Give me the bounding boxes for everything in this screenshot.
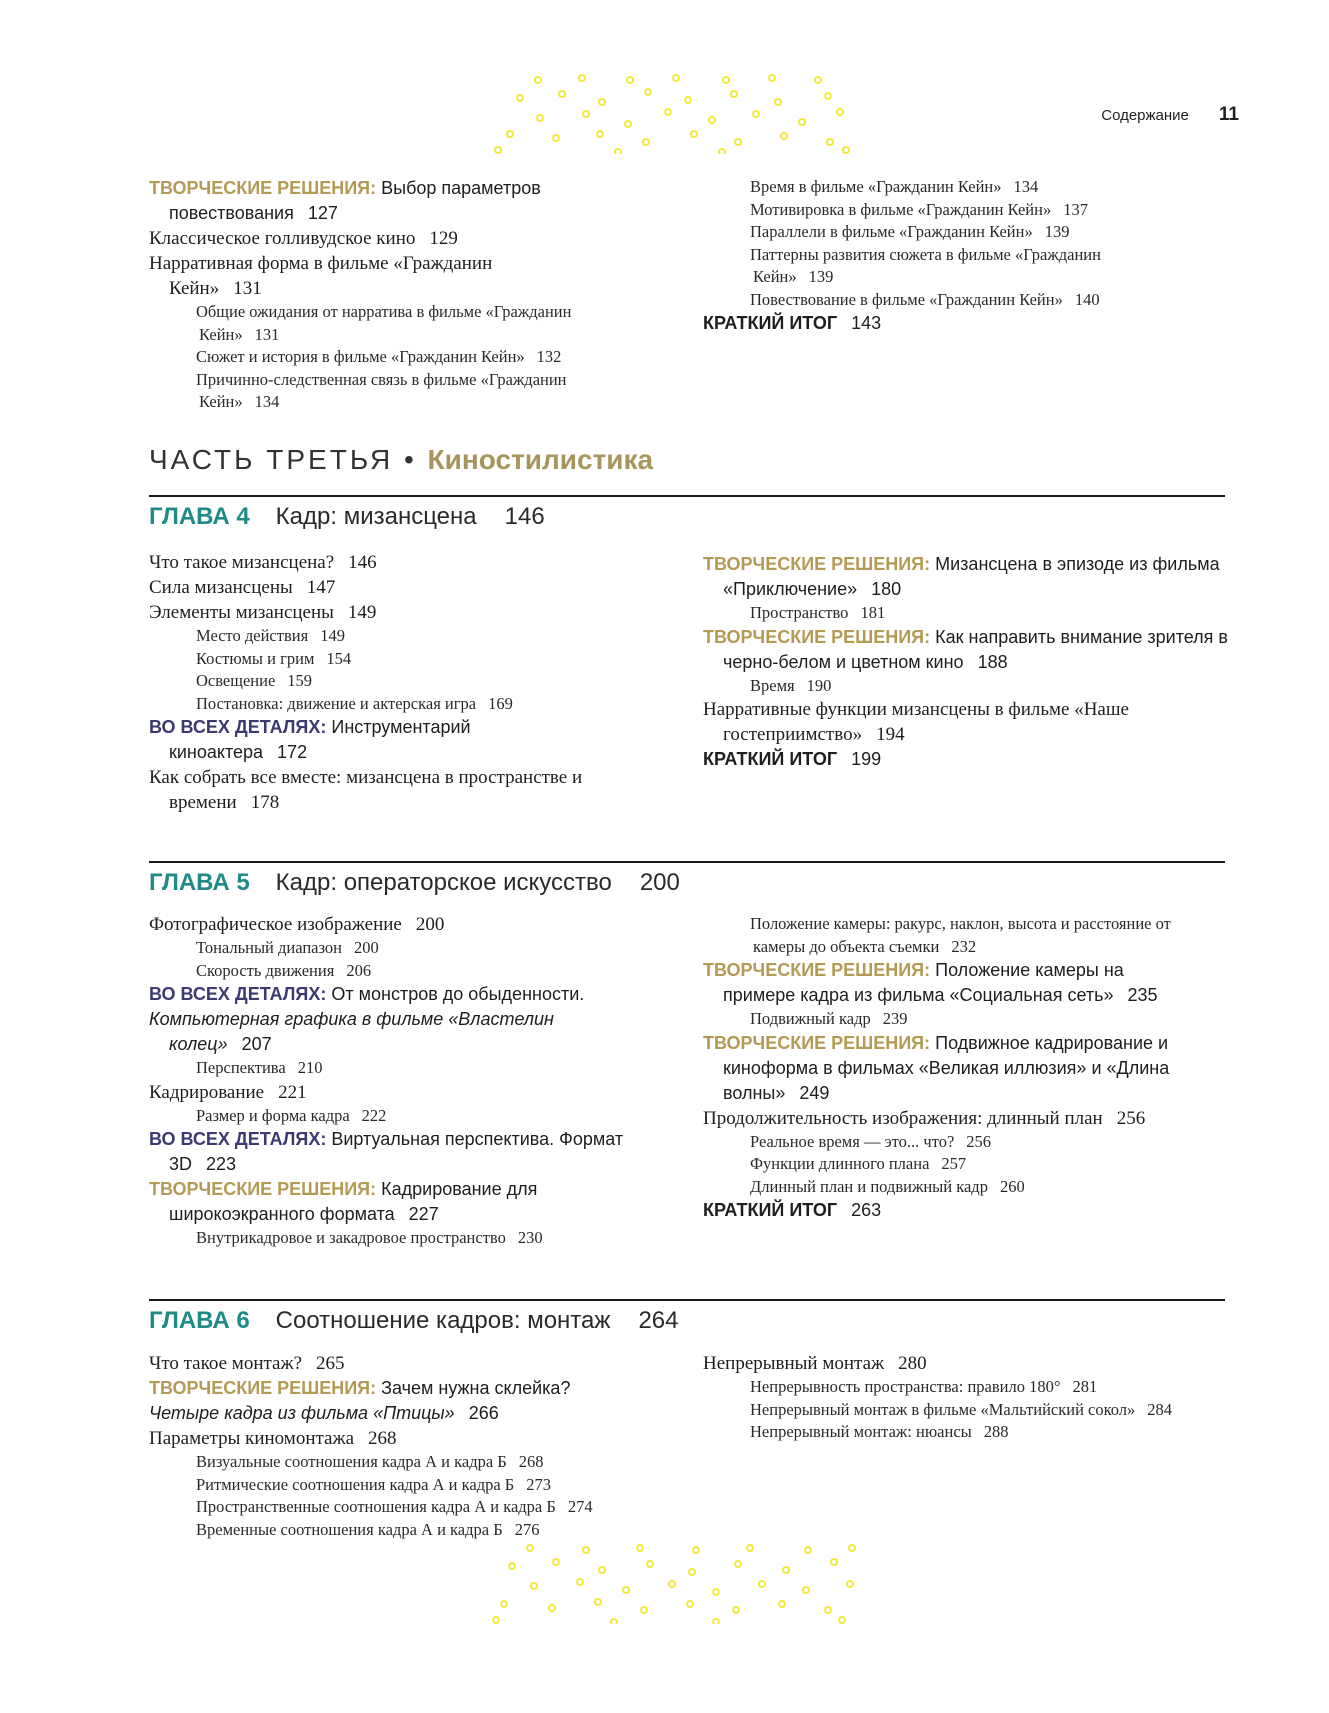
- running-head: [1101, 104, 1239, 126]
- section-title: Содержание: [1101, 107, 1189, 124]
- chapter-4-right-column: [703, 552, 1228, 772]
- toc-entry[interactable]: Что такое мизансцена? 146: [149, 552, 377, 573]
- chapter-5-right-column: [703, 913, 1223, 1223]
- toc-subentry[interactable]: Освещение 159: [196, 671, 313, 690]
- toc-entry[interactable]: ТВОРЧЕСКИЕ РЕШЕНИЯ: Мизансцена в эпизоде из фильма «Приключение» 180: [703, 554, 1220, 599]
- toc-entry[interactable]: Нарративные функции мизансцены в фильме «Наше гостеприимство» 194: [703, 699, 1129, 745]
- toc-subentry[interactable]: Временные соотношения кадра А и кадра Б 276: [196, 1519, 540, 1539]
- summary-entry[interactable]: КРАТКИЙ ИТОГ 199: [703, 749, 882, 769]
- chapter-heading[interactable]: ГЛАВА 4 Кадр: мизансцена 146: [149, 503, 545, 530]
- toc-subentry[interactable]: Сюжет и история в фильме «Гражданин Кейн» 132: [196, 347, 562, 366]
- toc-entry[interactable]: ТВОРЧЕСКИЕ РЕШЕНИЯ: Положение камеры на примере кадра из фильма «Социальная сеть» 235: [703, 960, 1158, 1005]
- toc-subentry[interactable]: Параллели в фильме «Гражданин Кейн» 139: [750, 222, 1070, 241]
- chapter-divider: [149, 1299, 1225, 1301]
- toc-entry[interactable]: Нарративная форма в фильме «Гражданин Кейн» 131: [149, 253, 493, 299]
- prev-chapter-left-column: [149, 176, 649, 414]
- bottom-dot-pattern: [490, 1542, 870, 1624]
- toc-entry[interactable]: Продолжительность изображения: длинный план 256: [703, 1107, 1146, 1129]
- toc-subentry[interactable]: Непрерывный монтаж: нюансы 288: [750, 1422, 1009, 1441]
- toc-entry[interactable]: Что такое монтаж? 265: [149, 1353, 345, 1374]
- chapter-4-left-column: [149, 550, 649, 815]
- toc-subentry[interactable]: Пространственные соотношения кадра А и кадра Б 274: [196, 1497, 593, 1516]
- part-title: ЧАСТЬ ТРЕТЬЯ • Киностилистика: [149, 444, 654, 475]
- summary-entry[interactable]: КРАТКИЙ ИТОГ 143: [703, 313, 882, 333]
- toc-subentry[interactable]: Функции длинного плана 257: [750, 1154, 967, 1173]
- toc-subentry[interactable]: Паттерны развития сюжета в фильме «Гражданин Кейн» 139: [750, 244, 1101, 286]
- toc-subentry[interactable]: Реальное время — это... что? 256: [750, 1131, 992, 1151]
- chapter-6-left-column: [149, 1351, 669, 1541]
- top-dot-pattern: [490, 72, 870, 154]
- toc-entry[interactable]: ТВОРЧЕСКИЕ РЕШЕНИЯ: Кадрирование для широкоэкранного формата 227: [149, 1179, 538, 1224]
- chapter-5-left-column: [149, 912, 649, 1250]
- toc-subentry[interactable]: Длинный план и подвижный кадр 260: [750, 1176, 1025, 1196]
- toc-entry[interactable]: ТВОРЧЕСКИЕ РЕШЕНИЯ: Выбор параметров повествования 127: [149, 178, 541, 223]
- toc-entry[interactable]: ТВОРЧЕСКИЕ РЕШЕНИЯ: Зачем нужна склейка? Четыре кадра из фильма «Птицы» 266: [149, 1378, 571, 1423]
- toc-entry[interactable]: Непрерывный монтаж 280: [703, 1353, 927, 1374]
- toc-entry[interactable]: Элементы мизансцены 149: [149, 602, 377, 623]
- toc-subentry[interactable]: Постановка: движение и актерская игра 169: [196, 693, 513, 713]
- chapter-divider: [149, 861, 1225, 863]
- toc-entry[interactable]: Кадрирование 221: [149, 1081, 307, 1103]
- toc-entry[interactable]: Классическое голливудское кино 129: [149, 228, 458, 249]
- toc-subentry[interactable]: Тональный диапазон 200: [196, 938, 379, 957]
- toc-entry[interactable]: Сила мизансцены 147: [149, 577, 336, 598]
- chapter-6-right-column: [703, 1351, 1223, 1444]
- toc-entry[interactable]: ВО ВСЕХ ДЕТАЛЯХ: От монстров до обыденности. Компьютерная графика в фильме «Властелин колец» 207: [149, 984, 585, 1054]
- toc-subentry[interactable]: Ритмические соотношения кадра А и кадра Б 273: [196, 1474, 552, 1494]
- toc-subentry[interactable]: Общие ожидания от нарратива в фильме «Гражданин Кейн» 131: [196, 302, 572, 344]
- summary-entry[interactable]: КРАТКИЙ ИТОГ 263: [703, 1200, 882, 1220]
- chapter-heading[interactable]: ГЛАВА 6 Соотношение кадров: монтаж 264: [149, 1307, 679, 1334]
- toc-subentry[interactable]: Подвижный кадр 239: [750, 1009, 908, 1028]
- toc-entry[interactable]: Параметры киномонтажа 268: [149, 1428, 397, 1449]
- toc-entry[interactable]: Как собрать все вместе: мизансцена в пространстве и времени 178: [149, 767, 583, 813]
- toc-subentry[interactable]: Перспектива 210: [196, 1058, 323, 1077]
- toc-entry[interactable]: ТВОРЧЕСКИЕ РЕШЕНИЯ: Как направить внимание зрителя в черно-белом и цветном кино 188: [703, 626, 1228, 672]
- chapter-divider: [149, 495, 1225, 497]
- toc-subentry[interactable]: Скорость движения 206: [196, 960, 372, 980]
- toc-subentry[interactable]: Пространство 181: [750, 603, 886, 622]
- toc-entry[interactable]: ВО ВСЕХ ДЕТАЛЯХ: Виртуальная перспектива. Формат 3D 223: [149, 1129, 624, 1174]
- toc-subentry[interactable]: Непрерывность пространства: правило 180° 281: [750, 1377, 1098, 1396]
- chapter-heading[interactable]: ГЛАВА 5 Кадр: операторское искусство 200: [149, 869, 680, 896]
- toc-entry[interactable]: ВО ВСЕХ ДЕТАЛЯХ: Инструментарий киноактера 172: [149, 717, 471, 762]
- page-number: 11: [1218, 104, 1239, 125]
- toc-subentry[interactable]: Причинно-следственная связь в фильме «Гражданин Кейн» 134: [196, 369, 567, 411]
- toc-subentry[interactable]: Повествование в фильме «Гражданин Кейн» 140: [750, 289, 1100, 309]
- toc-subentry[interactable]: Мотивировка в фильме «Гражданин Кейн» 137: [750, 199, 1088, 219]
- toc-subentry[interactable]: Визуальные соотношения кадра А и кадра Б 268: [196, 1452, 544, 1471]
- toc-subentry[interactable]: Положение камеры: ракурс, наклон, высота и расстояние от камеры до объекта съемки 232: [750, 914, 1171, 956]
- toc-subentry[interactable]: Непрерывный монтаж в фильме «Мальтийский сокол» 284: [750, 1399, 1173, 1419]
- toc-subentry[interactable]: Время в фильме «Гражданин Кейн» 134: [750, 177, 1039, 196]
- toc-subentry[interactable]: Место действия 149: [196, 626, 345, 645]
- toc-subentry[interactable]: Костюмы и грим 154: [196, 648, 352, 668]
- toc-entry[interactable]: ТВОРЧЕСКИЕ РЕШЕНИЯ: Подвижное кадрирование и киноформа в фильмах «Великая иллюзия» и «Длина волны» 249: [703, 1032, 1170, 1103]
- prev-chapter-right-column: [703, 176, 1223, 336]
- toc-entry[interactable]: Фотографическое изображение 200: [149, 914, 445, 935]
- toc-subentry[interactable]: Время 190: [750, 675, 832, 695]
- toc-subentry[interactable]: Внутрикадровое и закадровое пространство 230: [196, 1228, 543, 1247]
- toc-subentry[interactable]: Размер и форма кадра 222: [196, 1105, 387, 1125]
